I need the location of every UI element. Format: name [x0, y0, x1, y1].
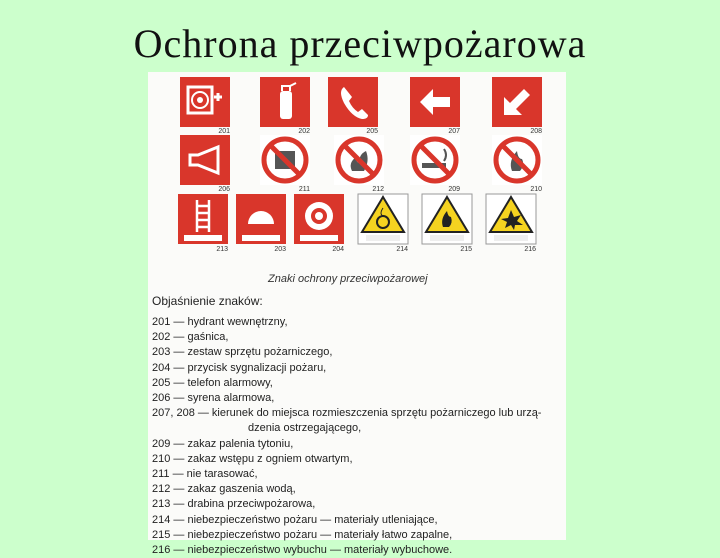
- sign-number: 201: [218, 128, 230, 135]
- sign-number: 216: [524, 246, 536, 253]
- legend-item: 216 — niebezpieczeństwo wybuchu — materiały wybuchowe.: [152, 544, 453, 557]
- sign-204: [294, 194, 344, 244]
- explosive-warning-icon: [486, 194, 536, 244]
- sign-213: [178, 194, 228, 244]
- sign-number: 212: [372, 186, 384, 193]
- sign-202: [260, 77, 310, 127]
- legend-item: 214 — niebezpieczeństwo pożaru — materiały utleniające,: [152, 513, 438, 526]
- sign-number: 202: [298, 128, 310, 135]
- alarm-button-icon: [294, 194, 344, 244]
- sign-214: [358, 194, 408, 244]
- telephone-icon: [328, 77, 378, 127]
- legend-list: [152, 315, 562, 558]
- sign-number: 204: [332, 246, 344, 253]
- legend-item: 211 — nie tarasować,: [152, 468, 258, 481]
- sign-212: [334, 135, 384, 185]
- legend-item: 203 — zestaw sprzętu pożarniczego,: [152, 346, 333, 359]
- no-smoking-icon: [410, 135, 460, 185]
- sign-206: [180, 135, 230, 185]
- no-obstruction-icon: [260, 135, 310, 185]
- no-open-flame-icon: [492, 135, 542, 185]
- sign-207: [410, 77, 460, 127]
- slide-title: Ochrona przeciwpożarowa: [133, 21, 587, 66]
- figure-caption: Znaki ochrony przeciwpożarowej: [268, 273, 428, 285]
- sign-number: 211: [298, 186, 310, 193]
- arrow-down-left-icon: [492, 77, 542, 127]
- flammable-warning-icon: [422, 194, 472, 244]
- legend-item: 210 — zakaz wstępu z ogniem otwartym,: [152, 452, 353, 465]
- scanned-document: [148, 72, 566, 557]
- legend-item: 205 — telefon alarmowy,: [152, 376, 273, 389]
- sign-208: [492, 77, 542, 127]
- legend-item: 209 — zakaz palenia tytoniu,: [152, 437, 294, 450]
- ladder-icon: [178, 194, 228, 244]
- sign-216: [486, 194, 536, 244]
- sign-number: 213: [216, 246, 228, 253]
- sign-number: 215: [460, 246, 472, 253]
- sign-215: [422, 194, 472, 244]
- fire-equipment-icon: [236, 194, 286, 244]
- sign-number: 206: [218, 186, 230, 193]
- sign-number: 214: [396, 246, 408, 253]
- legend-item: 207, 208 — kierunek do miejsca rozmieszczenia sprzętu pożarniczego lub urzą-: [152, 407, 542, 420]
- legend-item: 202 — gaśnica,: [152, 331, 229, 344]
- sign-number: 205: [366, 128, 378, 135]
- legend-item: 201 — hydrant wewnętrzny,: [152, 316, 288, 328]
- legend-item: 213 — drabina przeciwpożarowa,: [152, 498, 316, 511]
- sign-209: [410, 135, 460, 185]
- legend-item: 212 — zakaz gaszenia wodą,: [152, 483, 296, 496]
- no-water-extinguish-icon: [334, 135, 384, 185]
- legend-item: 215 — niebezpieczeństwo pożaru — materiały łatwo zapalne,: [152, 528, 453, 541]
- arrow-left-icon: [410, 77, 460, 127]
- sign-201: [180, 77, 230, 127]
- sign-number: 209: [448, 186, 460, 193]
- siren-icon: [180, 135, 230, 185]
- sign-number: 207: [448, 128, 460, 135]
- sign-211: [260, 135, 310, 185]
- sign-number: 210: [530, 186, 542, 193]
- extinguisher-icon: [260, 77, 310, 127]
- sign-number: 208: [530, 128, 542, 135]
- legend-item-continuation: dzenia ostrzegającego,: [248, 422, 362, 435]
- hose-reel-icon: [180, 77, 230, 127]
- sign-203: [236, 194, 286, 244]
- legend-heading: Objaśnienie znaków:: [152, 294, 263, 308]
- oxidizer-warning-icon: [358, 194, 408, 244]
- sign-number: 203: [274, 246, 286, 253]
- legend-item: 206 — syrena alarmowa,: [152, 392, 275, 405]
- sign-205: [328, 77, 378, 127]
- legend-item: 204 — przycisk sygnalizacji pożaru,: [152, 361, 327, 374]
- sign-210: [492, 135, 542, 185]
